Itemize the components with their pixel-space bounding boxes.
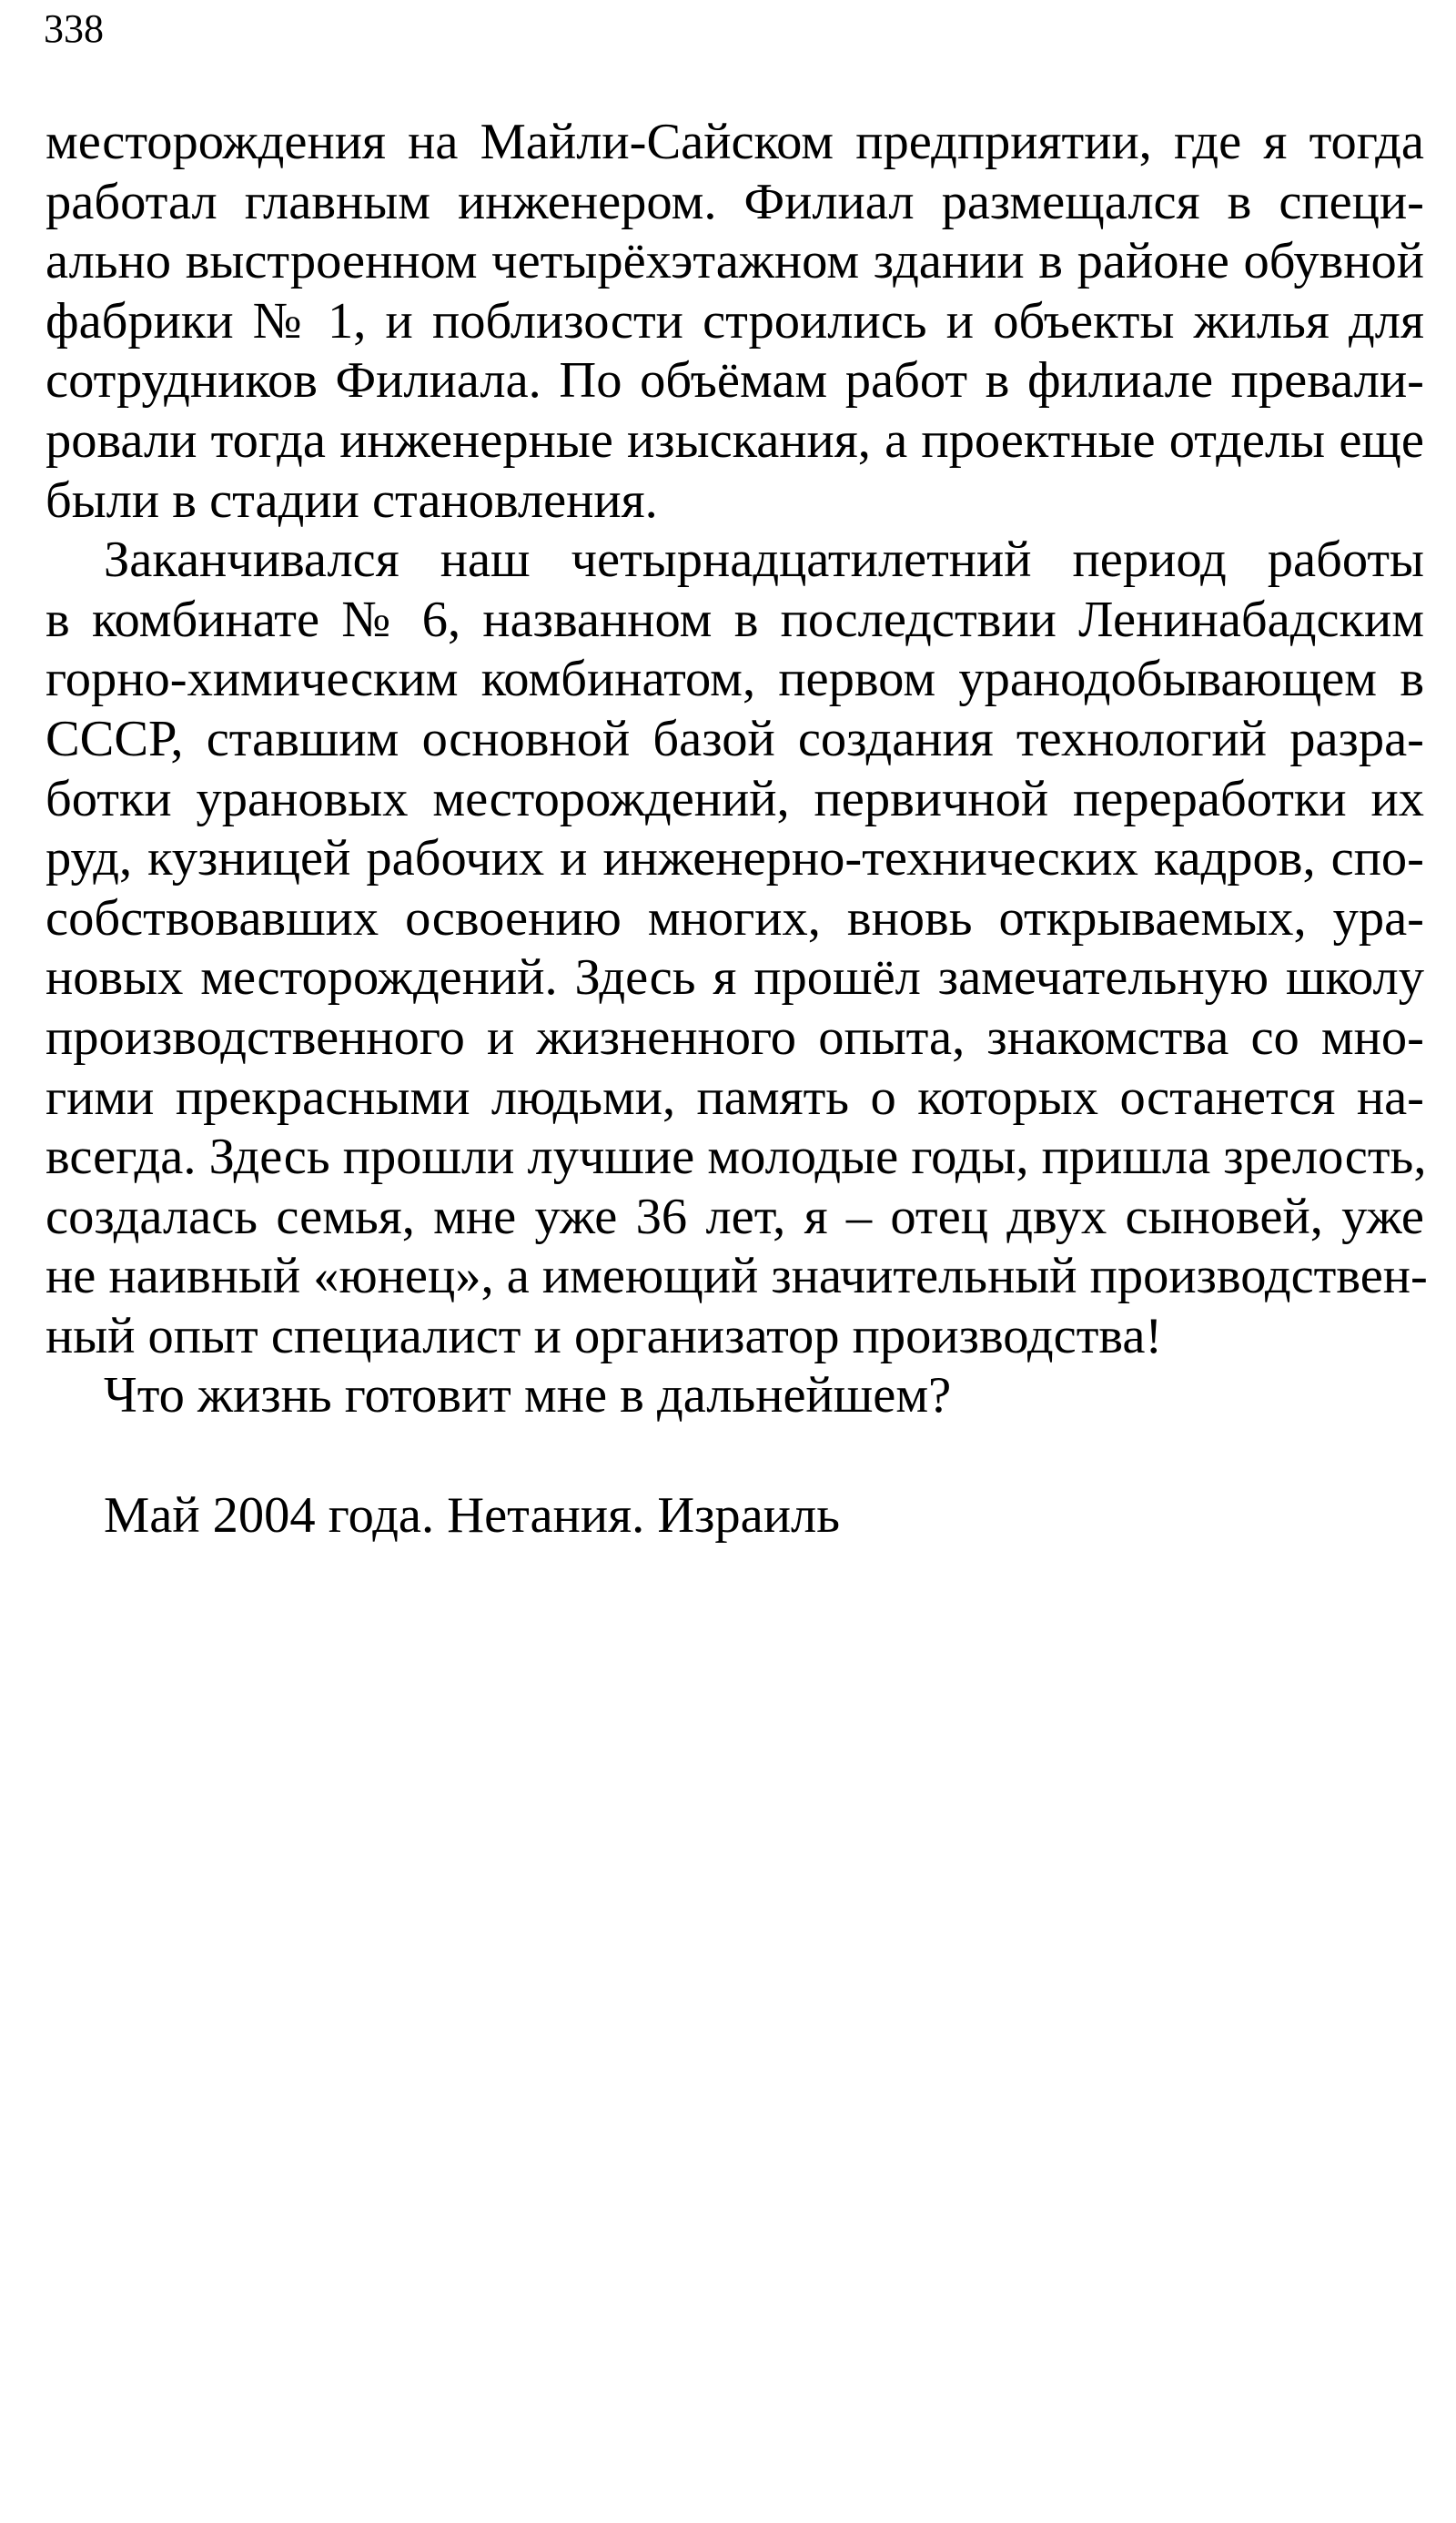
text-line: Что жизнь готовит мне в дальнейшем?	[104, 1367, 952, 1424]
text-line: горно-химическим комбинатом, первом уранодобывающем в	[46, 651, 1424, 708]
signature-block	[46, 1486, 1424, 1546]
blank-line	[46, 1426, 1424, 1486]
paragraph-1	[46, 113, 1424, 531]
text-line: сотрудников Филиала. По объёмам работ в филиале превали-	[46, 352, 1424, 410]
text-line: работал главным инженером. Филиал размещался в специ-	[46, 173, 1424, 230]
text-line: ально выстроенном четырёхэтажном здании в районе обувной	[46, 233, 1424, 290]
body-text	[46, 113, 1428, 1545]
text-line: новых месторождений. Здесь я прошёл замечательную школу	[46, 949, 1424, 1007]
paragraph-3	[46, 1366, 1424, 1426]
text-line: всегда. Здесь прошли лучшие молодые годы, пришла зрелость,	[46, 1129, 1427, 1186]
text-line: в комбинате № 6, названном в последствии Ленинабадским	[46, 591, 1424, 648]
paragraph-2	[46, 531, 1428, 1366]
text-line: ботки урановых месторождений, первичной переработки их	[46, 770, 1424, 827]
text-line: не наивный «юнец», а имеющий значительный производствен-	[46, 1248, 1428, 1305]
text-line: производственного и жизненного опыта, знакомства со мно-	[46, 1008, 1424, 1066]
text-line: собствовавших освоению многих, вновь открываемых, ура-	[46, 889, 1424, 947]
page-number: 338	[44, 6, 104, 51]
text-line: ровали тогда инженерные изыскания, а проектные отделы еще	[46, 411, 1424, 469]
text-line: гими прекрасными людьми, память о которых останется на-	[46, 1069, 1424, 1126]
text-line: были в стадии становления.	[46, 471, 658, 529]
signature-line: Май 2004 года. Нетания. Израиль	[104, 1486, 840, 1544]
text-line: создалась семья, мне уже 36 лет, я – отец двух сыновей, уже	[46, 1188, 1424, 1245]
text-line: Заканчивался наш четырнадцатилетний период работы	[104, 532, 1424, 589]
text-line: фабрики № 1, и поблизости строились и объекты жилья для	[46, 292, 1424, 350]
text-line: ный опыт специалист и организатор производства!	[46, 1307, 1163, 1364]
text-line: руд, кузницей рабочих и инженерно-технических кадров, спо-	[46, 830, 1424, 887]
text-line: месторождения на Майли-Сайском предприятии, где я тогда	[46, 114, 1424, 170]
text-line: СССР, ставшим основной базой создания технологий разра-	[46, 710, 1424, 767]
